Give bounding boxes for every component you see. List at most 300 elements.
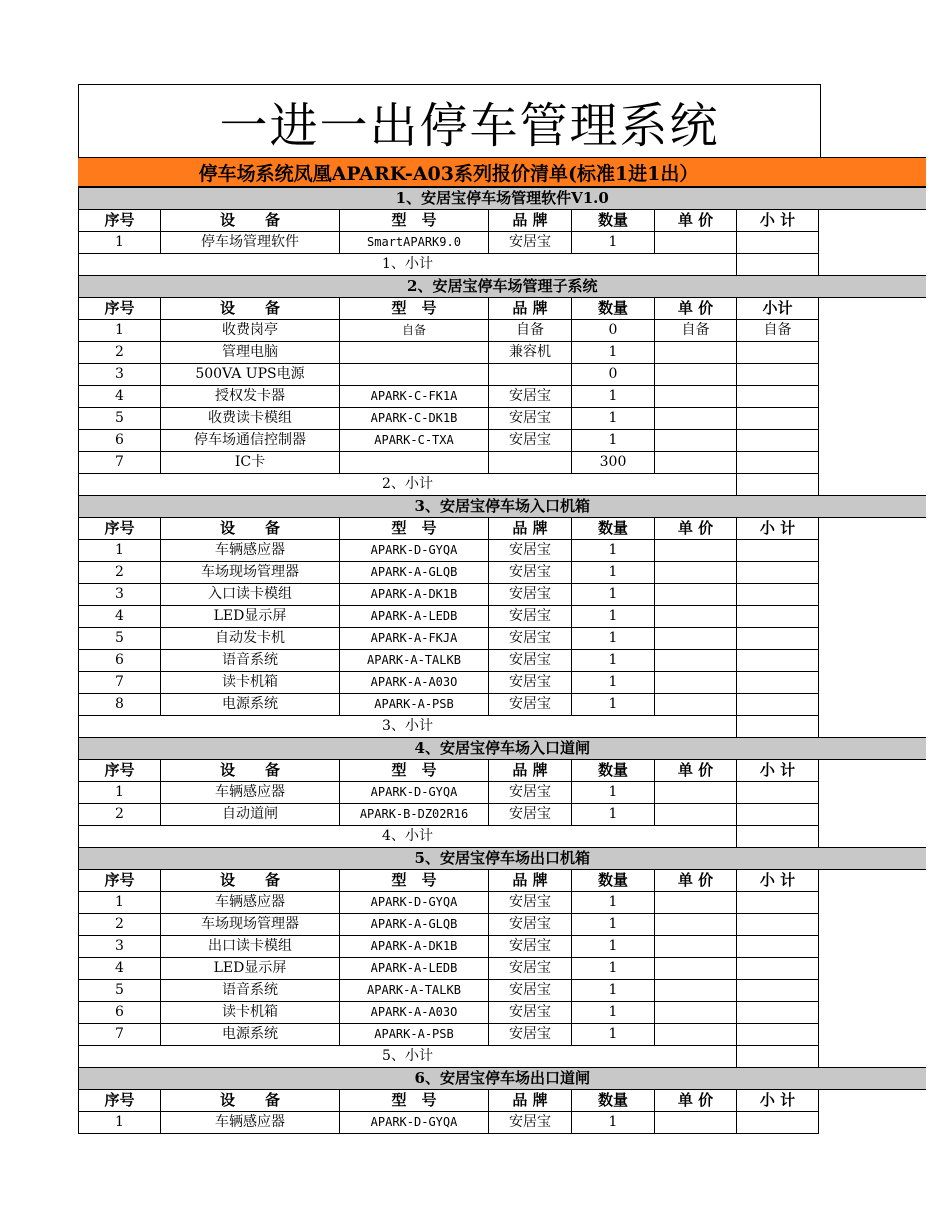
- row-number: 3: [79, 584, 161, 606]
- col-subtotal-header: 小 计: [737, 210, 819, 232]
- col-qty-header: 数量: [572, 870, 655, 892]
- table-row: [79, 672, 926, 694]
- row-model: [340, 452, 489, 474]
- row-price: [655, 782, 737, 804]
- section-header-row: [79, 738, 926, 760]
- empty-cell: [819, 1112, 926, 1134]
- table-row: [79, 342, 926, 364]
- row-model: APARK-C-DK1B: [340, 408, 489, 430]
- row-subtotal: [737, 584, 819, 606]
- row-subtotal: [737, 980, 819, 1002]
- section-header-row: [79, 496, 926, 518]
- row-price: [655, 892, 737, 914]
- row-price: [655, 804, 737, 826]
- subtotal-row: [79, 474, 926, 496]
- col-model-header: 型 号: [340, 518, 489, 540]
- col-no-header: 序号: [79, 1090, 161, 1112]
- subtotal-row: [79, 716, 926, 738]
- row-item: 出口读卡模组: [161, 936, 340, 958]
- row-subtotal: 自备: [737, 320, 819, 342]
- table-row: [79, 804, 926, 826]
- row-qty: 1: [572, 958, 655, 980]
- col-subtotal-header: 小 计: [737, 760, 819, 782]
- row-subtotal: [737, 650, 819, 672]
- sheet-title-cell: [78, 84, 821, 157]
- row-qty: 1: [572, 892, 655, 914]
- subtotal-value: [737, 826, 819, 848]
- row-model: APARK-A-GLQB: [340, 562, 489, 584]
- empty-cell: [819, 298, 926, 320]
- table-row: [79, 430, 926, 452]
- col-model-header: 型 号: [340, 210, 489, 232]
- row-model: 自备: [340, 320, 489, 342]
- row-item: 收费岗亭: [161, 320, 340, 342]
- row-brand: 安居宝: [489, 628, 572, 650]
- row-price: [655, 452, 737, 474]
- row-model: APARK-A-GLQB: [340, 914, 489, 936]
- row-qty: 1: [572, 584, 655, 606]
- row-number: 5: [79, 628, 161, 650]
- row-subtotal: [737, 408, 819, 430]
- col-item-header: 设 备: [161, 210, 340, 232]
- table-row: [79, 562, 926, 584]
- col-qty-header: 数量: [572, 518, 655, 540]
- row-subtotal: [737, 672, 819, 694]
- row-number: 2: [79, 914, 161, 936]
- row-model: APARK-A-PSB: [340, 694, 489, 716]
- col-model-header: 型 号: [340, 760, 489, 782]
- sheet-title: 一进一出停车管理系统: [219, 97, 720, 154]
- row-price: [655, 364, 737, 386]
- row-item: 语音系统: [161, 650, 340, 672]
- column-header-row: [79, 870, 926, 892]
- col-brand-header: 品 牌: [489, 210, 572, 232]
- row-price: [655, 980, 737, 1002]
- sheet-subtitle: 停车场系统凤凰APARK-A03系列报价清单(标准1进1出）: [198, 162, 699, 185]
- row-item: 语音系统: [161, 980, 340, 1002]
- row-subtotal: [737, 892, 819, 914]
- col-brand-header: 品 牌: [489, 518, 572, 540]
- row-price: [655, 606, 737, 628]
- row-brand: 安居宝: [489, 694, 572, 716]
- row-brand: 安居宝: [489, 1002, 572, 1024]
- row-qty: 1: [572, 1002, 655, 1024]
- row-price: [655, 342, 737, 364]
- col-qty-header: 数量: [572, 298, 655, 320]
- row-item: 车辆感应器: [161, 1112, 340, 1134]
- row-price: [655, 562, 737, 584]
- row-qty: 1: [572, 408, 655, 430]
- empty-cell: [819, 958, 926, 980]
- row-subtotal: [737, 782, 819, 804]
- subtotal-label: 5、小计: [79, 1046, 737, 1068]
- row-subtotal: [737, 936, 819, 958]
- table-row: [79, 606, 926, 628]
- row-number: 1: [79, 540, 161, 562]
- row-item: 管理电脑: [161, 342, 340, 364]
- row-price: [655, 1024, 737, 1046]
- table-row: [79, 694, 926, 716]
- row-price: [655, 232, 737, 254]
- row-price: [655, 1002, 737, 1024]
- column-header-row: [79, 298, 926, 320]
- subtotal-value: [737, 716, 819, 738]
- col-no-header: 序号: [79, 210, 161, 232]
- row-brand: 自备: [489, 320, 572, 342]
- row-subtotal: [737, 914, 819, 936]
- subtotal-label: 2、小计: [79, 474, 737, 496]
- row-subtotal: [737, 804, 819, 826]
- section-header-row: [79, 188, 926, 210]
- row-number: 1: [79, 782, 161, 804]
- empty-cell: [819, 342, 926, 364]
- row-model: APARK-D-GYQA: [340, 540, 489, 562]
- table-row: [79, 1024, 926, 1046]
- empty-cell: [819, 782, 926, 804]
- section-title: 5、安居宝停车场出口机箱: [79, 848, 926, 870]
- row-item: 读卡机箱: [161, 672, 340, 694]
- row-number: 1: [79, 320, 161, 342]
- empty-cell: [819, 650, 926, 672]
- row-qty: 1: [572, 342, 655, 364]
- col-qty-header: 数量: [572, 1090, 655, 1112]
- row-price: [655, 694, 737, 716]
- row-price: [655, 386, 737, 408]
- row-subtotal: [737, 628, 819, 650]
- row-model: [340, 364, 489, 386]
- col-item-header: 设 备: [161, 760, 340, 782]
- row-brand: 安居宝: [489, 430, 572, 452]
- row-model: APARK-C-TXA: [340, 430, 489, 452]
- empty-cell: [819, 1046, 926, 1068]
- subtotal-label: 4、小计: [79, 826, 737, 848]
- row-brand: 安居宝: [489, 232, 572, 254]
- empty-cell: [819, 364, 926, 386]
- col-subtotal-header: 小 计: [737, 518, 819, 540]
- empty-cell: [819, 826, 926, 848]
- col-qty-header: 数量: [572, 210, 655, 232]
- empty-cell: [819, 452, 926, 474]
- row-model: APARK-A-FKJA: [340, 628, 489, 650]
- table-row: [79, 232, 926, 254]
- row-qty: 1: [572, 694, 655, 716]
- empty-cell: [819, 628, 926, 650]
- table-row: [79, 540, 926, 562]
- quote-sheet: [78, 84, 926, 1134]
- row-model: SmartAPARK9.0: [340, 232, 489, 254]
- row-brand: 安居宝: [489, 804, 572, 826]
- row-brand: 安居宝: [489, 936, 572, 958]
- empty-cell: [819, 760, 926, 782]
- empty-cell: [819, 408, 926, 430]
- column-header-row: [79, 1090, 926, 1112]
- empty-cell: [819, 474, 926, 496]
- table-row: [79, 452, 926, 474]
- row-qty: 1: [572, 804, 655, 826]
- row-subtotal: [737, 1112, 819, 1134]
- row-number: 6: [79, 1002, 161, 1024]
- row-number: 6: [79, 650, 161, 672]
- row-price: [655, 914, 737, 936]
- subtotal-label: 3、小计: [79, 716, 737, 738]
- empty-cell: [819, 210, 926, 232]
- row-model: APARK-A-DK1B: [340, 584, 489, 606]
- col-qty-header: 数量: [572, 760, 655, 782]
- row-brand: 安居宝: [489, 1112, 572, 1134]
- row-qty: 1: [572, 606, 655, 628]
- col-price-header: 单 价: [655, 870, 737, 892]
- table-row: [79, 980, 926, 1002]
- col-item-header: 设 备: [161, 1090, 340, 1112]
- row-brand: 安居宝: [489, 650, 572, 672]
- empty-cell: [819, 892, 926, 914]
- row-item: 入口读卡模组: [161, 584, 340, 606]
- empty-cell: [819, 716, 926, 738]
- table-row: [79, 584, 926, 606]
- row-model: APARK-B-DZ02R16: [340, 804, 489, 826]
- col-brand-header: 品 牌: [489, 298, 572, 320]
- row-item: 自动发卡机: [161, 628, 340, 650]
- col-price-header: 单 价: [655, 210, 737, 232]
- row-qty: 300: [572, 452, 655, 474]
- subtotal-value: [737, 474, 819, 496]
- col-item-header: 设 备: [161, 298, 340, 320]
- row-item: 读卡机箱: [161, 1002, 340, 1024]
- empty-cell: [819, 672, 926, 694]
- row-model: APARK-C-FK1A: [340, 386, 489, 408]
- row-item: 电源系统: [161, 694, 340, 716]
- subtitle-banner: [78, 157, 926, 187]
- row-number: 1: [79, 232, 161, 254]
- row-number: 8: [79, 694, 161, 716]
- row-qty: 1: [572, 914, 655, 936]
- col-subtotal-header: 小计: [737, 298, 819, 320]
- row-item: 车辆感应器: [161, 540, 340, 562]
- row-number: 2: [79, 804, 161, 826]
- row-number: 1: [79, 892, 161, 914]
- row-brand: [489, 364, 572, 386]
- subtotal-label: 1、小计: [79, 254, 737, 276]
- subtotal-row: [79, 254, 926, 276]
- row-brand: 安居宝: [489, 782, 572, 804]
- row-price: [655, 628, 737, 650]
- empty-cell: [819, 870, 926, 892]
- row-price: [655, 936, 737, 958]
- row-qty: 0: [572, 320, 655, 342]
- row-number: 4: [79, 606, 161, 628]
- section-title: 3、安居宝停车场入口机箱: [79, 496, 926, 518]
- empty-cell: [819, 386, 926, 408]
- empty-cell: [819, 804, 926, 826]
- col-price-header: 单 价: [655, 518, 737, 540]
- col-no-header: 序号: [79, 870, 161, 892]
- row-number: 7: [79, 672, 161, 694]
- row-subtotal: [737, 452, 819, 474]
- row-model: APARK-D-GYQA: [340, 892, 489, 914]
- row-number: 5: [79, 408, 161, 430]
- table-row: [79, 320, 926, 342]
- row-price: 自备: [655, 320, 737, 342]
- row-model: APARK-A-TALKB: [340, 650, 489, 672]
- row-qty: 1: [572, 1112, 655, 1134]
- row-model: APARK-A-PSB: [340, 1024, 489, 1046]
- table-row: [79, 628, 926, 650]
- row-qty: 1: [572, 650, 655, 672]
- row-qty: 1: [572, 628, 655, 650]
- row-item: 自动道闸: [161, 804, 340, 826]
- col-price-header: 单 价: [655, 298, 737, 320]
- empty-cell: [819, 606, 926, 628]
- row-subtotal: [737, 342, 819, 364]
- row-qty: 1: [572, 782, 655, 804]
- table-row: [79, 408, 926, 430]
- section-title: 4、安居宝停车场入口道闸: [79, 738, 926, 760]
- row-subtotal: [737, 430, 819, 452]
- table-row: [79, 782, 926, 804]
- row-item: 车辆感应器: [161, 782, 340, 804]
- row-model: [340, 342, 489, 364]
- row-number: 4: [79, 958, 161, 980]
- row-subtotal: [737, 386, 819, 408]
- row-brand: 安居宝: [489, 892, 572, 914]
- row-item: 500VA UPS电源: [161, 364, 340, 386]
- empty-cell: [819, 584, 926, 606]
- row-number: 2: [79, 342, 161, 364]
- empty-cell: [819, 320, 926, 342]
- row-item: LED显示屏: [161, 958, 340, 980]
- column-header-row: [79, 210, 926, 232]
- table-row: [79, 1002, 926, 1024]
- col-model-header: 型 号: [340, 870, 489, 892]
- col-no-header: 序号: [79, 298, 161, 320]
- empty-cell: [819, 518, 926, 540]
- row-item: IC卡: [161, 452, 340, 474]
- table-row: [79, 386, 926, 408]
- row-subtotal: [737, 1024, 819, 1046]
- table-row: [79, 892, 926, 914]
- row-number: 3: [79, 364, 161, 386]
- row-qty: 1: [572, 232, 655, 254]
- row-model: APARK-D-GYQA: [340, 782, 489, 804]
- empty-cell: [819, 254, 926, 276]
- row-subtotal: [737, 694, 819, 716]
- row-price: [655, 430, 737, 452]
- row-model: APARK-A-DK1B: [340, 936, 489, 958]
- row-brand: 安居宝: [489, 980, 572, 1002]
- row-price: [655, 540, 737, 562]
- row-number: 4: [79, 386, 161, 408]
- row-price: [655, 650, 737, 672]
- row-qty: 1: [572, 980, 655, 1002]
- subtotal-value: [737, 254, 819, 276]
- section-title: 6、安居宝停车场出口道闸: [79, 1068, 926, 1090]
- col-model-header: 型 号: [340, 1090, 489, 1112]
- row-price: [655, 672, 737, 694]
- row-number: 7: [79, 452, 161, 474]
- table-row: [79, 958, 926, 980]
- row-number: 7: [79, 1024, 161, 1046]
- table-row: [79, 1112, 926, 1134]
- row-subtotal: [737, 606, 819, 628]
- row-item: 电源系统: [161, 1024, 340, 1046]
- row-item: 收费读卡模组: [161, 408, 340, 430]
- row-model: APARK-A-A03O: [340, 1002, 489, 1024]
- row-qty: 1: [572, 1024, 655, 1046]
- row-subtotal: [737, 562, 819, 584]
- row-number: 1: [79, 1112, 161, 1134]
- col-no-header: 序号: [79, 760, 161, 782]
- row-subtotal: [737, 232, 819, 254]
- row-item: 车场现场管理器: [161, 562, 340, 584]
- table-row: [79, 936, 926, 958]
- row-brand: 安居宝: [489, 958, 572, 980]
- row-qty: 1: [572, 430, 655, 452]
- subtotal-row: [79, 1046, 926, 1068]
- row-subtotal: [737, 364, 819, 386]
- row-price: [655, 408, 737, 430]
- col-brand-header: 品 牌: [489, 870, 572, 892]
- col-subtotal-header: 小 计: [737, 1090, 819, 1112]
- section-header-row: [79, 276, 926, 298]
- col-model-header: 型 号: [340, 298, 489, 320]
- row-price: [655, 584, 737, 606]
- row-model: APARK-A-LEDB: [340, 958, 489, 980]
- column-header-row: [79, 760, 926, 782]
- row-brand: 安居宝: [489, 672, 572, 694]
- empty-cell: [819, 562, 926, 584]
- row-subtotal: [737, 540, 819, 562]
- row-subtotal: [737, 1002, 819, 1024]
- row-model: APARK-A-LEDB: [340, 606, 489, 628]
- col-price-header: 单 价: [655, 760, 737, 782]
- row-item: 授权发卡器: [161, 386, 340, 408]
- row-price: [655, 958, 737, 980]
- row-brand: 安居宝: [489, 386, 572, 408]
- row-brand: 安居宝: [489, 606, 572, 628]
- row-qty: 0: [572, 364, 655, 386]
- row-item: LED显示屏: [161, 606, 340, 628]
- col-no-header: 序号: [79, 518, 161, 540]
- row-qty: 1: [572, 386, 655, 408]
- empty-cell: [819, 430, 926, 452]
- row-price: [655, 1112, 737, 1134]
- empty-cell: [819, 1002, 926, 1024]
- row-brand: 安居宝: [489, 584, 572, 606]
- empty-cell: [819, 1024, 926, 1046]
- row-qty: 1: [572, 672, 655, 694]
- col-subtotal-header: 小 计: [737, 870, 819, 892]
- row-item: 停车场通信控制器: [161, 430, 340, 452]
- row-item: 车辆感应器: [161, 892, 340, 914]
- table-row: [79, 650, 926, 672]
- col-price-header: 单 价: [655, 1090, 737, 1112]
- row-brand: 安居宝: [489, 914, 572, 936]
- row-brand: 安居宝: [489, 1024, 572, 1046]
- col-item-header: 设 备: [161, 518, 340, 540]
- table-row: [79, 914, 926, 936]
- column-header-row: [79, 518, 926, 540]
- quote-table: [78, 187, 926, 1134]
- empty-cell: [819, 694, 926, 716]
- section-title: 1、安居宝停车场管理软件V1.0: [79, 188, 926, 210]
- row-model: APARK-A-A03O: [340, 672, 489, 694]
- row-number: 6: [79, 430, 161, 452]
- empty-cell: [819, 980, 926, 1002]
- empty-cell: [819, 914, 926, 936]
- row-item: 车场现场管理器: [161, 914, 340, 936]
- row-model: APARK-D-GYQA: [340, 1112, 489, 1134]
- row-brand: 安居宝: [489, 408, 572, 430]
